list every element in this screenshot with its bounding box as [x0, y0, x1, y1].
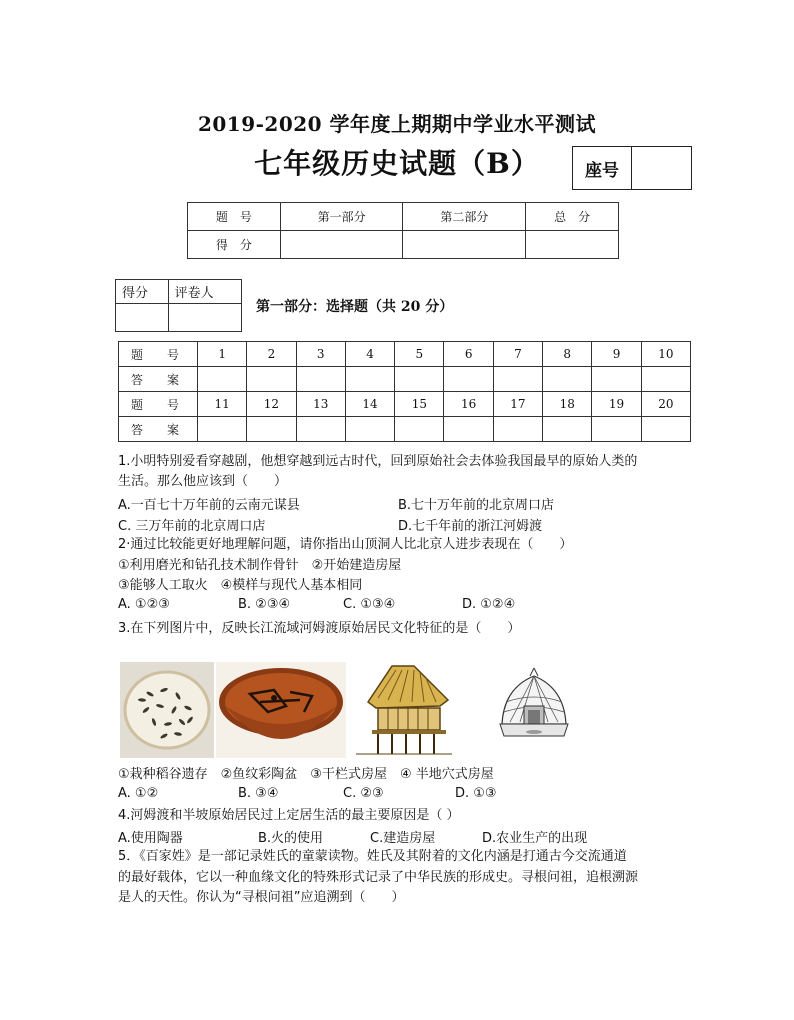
question-4-option-b: B.火的使用	[258, 831, 324, 846]
question-3-image-captions: ①栽种稻谷遗存 ②鱼纹彩陶盆 ③干栏式房屋 ④ 半地穴式房屋	[118, 767, 494, 782]
question-number: 9	[592, 342, 641, 367]
answer-cell[interactable]	[198, 417, 247, 442]
answer-cell[interactable]	[247, 417, 296, 442]
question-number: 20	[641, 392, 690, 417]
answer-cell[interactable]	[641, 367, 690, 392]
question-4-option-c: C.建造房屋	[370, 831, 436, 846]
question-2-option-b: B. ②③④	[238, 597, 291, 612]
score-row-label: 得 分	[188, 231, 281, 259]
answer-grid-answer-label: 答 案	[119, 417, 198, 442]
seat-number-field[interactable]	[632, 147, 691, 189]
question-number: 2	[247, 342, 296, 367]
score-table	[187, 202, 619, 259]
seat-label: 座号	[573, 147, 632, 189]
answer-cell[interactable]	[641, 417, 690, 442]
answer-cell[interactable]	[296, 367, 345, 392]
grader-box	[115, 279, 242, 332]
answer-cell[interactable]	[592, 367, 641, 392]
grader-name-label: 评卷人	[168, 280, 241, 304]
question-number: 11	[198, 392, 247, 417]
question-5-line-3: 是人的天性。你认为“寻根问祖”应追溯到（ ）	[118, 890, 405, 905]
question-number: 18	[543, 392, 592, 417]
question-1-option-c: C. 三万年前的北京周口店	[118, 519, 266, 534]
question-number: 14	[345, 392, 394, 417]
question-number: 17	[493, 392, 542, 417]
question-1-line-1: 1.小明特别爱看穿越剧，他想穿越到远古时代，回到原始社会去体验我国最早的原始人类的	[118, 454, 638, 469]
score-header-total: 总 分	[526, 203, 619, 231]
score-cell-total[interactable]	[526, 231, 619, 259]
rice-remains-image	[120, 662, 214, 758]
question-1-line-2: 生活。那么他应该到（ ）	[118, 474, 288, 489]
answer-cell[interactable]	[543, 367, 592, 392]
question-2-option-c: C. ①③④	[343, 597, 396, 612]
answer-cell[interactable]	[345, 367, 394, 392]
answer-cell[interactable]	[493, 417, 542, 442]
question-number: 12	[247, 392, 296, 417]
question-1-option-a: A.一百七十万年前的云南元谋县	[118, 498, 300, 513]
question-3-option-b: B. ③④	[238, 786, 279, 801]
answer-grid-number-label: 题 号	[119, 392, 198, 417]
answer-cell[interactable]	[247, 367, 296, 392]
fish-pattern-pottery-basin-image	[216, 662, 346, 758]
answer-cell[interactable]	[493, 367, 542, 392]
exam-subtitle: 七年级历史试题（B）	[254, 147, 540, 180]
answer-cell[interactable]	[444, 367, 493, 392]
question-3-option-d: D. ①③	[455, 786, 497, 801]
question-number: 4	[345, 342, 394, 367]
question-number: 1	[198, 342, 247, 367]
question-4-option-a: A.使用陶器	[118, 831, 183, 846]
question-number: 5	[395, 342, 444, 367]
question-number: 8	[543, 342, 592, 367]
grader-score-label: 得分	[116, 280, 169, 304]
question-3-line-1: 3.在下列图片中，反映长江流域河姆渡原始居民文化特征的是（ ）	[118, 621, 521, 636]
question-1-option-d: D.七千年前的浙江河姆渡	[398, 519, 543, 534]
grader-score-field[interactable]	[116, 304, 169, 332]
question-number: 6	[444, 342, 493, 367]
answer-cell[interactable]	[592, 417, 641, 442]
question-1-option-b: B.七十万年前的北京周口店	[398, 498, 555, 513]
question-2-line-3: ③能够人工取火 ④模样与现代人基本相同	[118, 578, 363, 593]
score-header-part2: 第二部分	[403, 203, 526, 231]
answer-grid-answer-label: 答 案	[119, 367, 198, 392]
score-cell-part2[interactable]	[403, 231, 526, 259]
answer-grid	[118, 341, 691, 442]
question-2-option-a: A. ①②③	[118, 597, 170, 612]
semi-subterranean-house-image	[494, 662, 574, 758]
question-number: 3	[296, 342, 345, 367]
question-2-option-d: D. ①②④	[462, 597, 516, 612]
seat-number-box	[572, 146, 692, 190]
question-number: 10	[641, 342, 690, 367]
answer-grid-number-label: 题 号	[119, 342, 198, 367]
answer-cell[interactable]	[198, 367, 247, 392]
question-3-option-a: A. ①②	[118, 786, 159, 801]
answer-cell[interactable]	[296, 417, 345, 442]
answer-cell[interactable]	[543, 417, 592, 442]
exam-title: 2019-2020 学年度上期期中学业水平测试	[197, 112, 597, 136]
question-number: 7	[493, 342, 542, 367]
question-2-line-2: ①利用磨光和钻孔技术制作骨针 ②开始建造房屋	[118, 558, 402, 573]
grader-name-field[interactable]	[168, 304, 241, 332]
question-3-option-c: C. ②③	[343, 786, 384, 801]
question-5-line-2: 的最好载体，它以一种血缘文化的特殊形式记录了中华民族的形成史。寻根问祖，追根溯源	[118, 870, 639, 885]
question-2-line-1: 2·通过比较能更好地理解问题，请你指出山顶洞人比北京人进步表现在（ ）	[118, 537, 573, 552]
question-5-line-1: 5．《百家姓》是一部记录姓氏的童蒙读物。姓氏及其附着的文化内涵是打通古今交流通道	[118, 849, 627, 864]
score-cell-part1[interactable]	[280, 231, 403, 259]
question-4-option-d: D.农业生产的出现	[482, 831, 588, 846]
score-header-part1: 第一部分	[280, 203, 403, 231]
stilt-house-image	[348, 662, 460, 758]
answer-cell[interactable]	[395, 417, 444, 442]
answer-cell[interactable]	[444, 417, 493, 442]
score-header-number: 题 号	[188, 203, 281, 231]
question-number: 19	[592, 392, 641, 417]
answer-cell[interactable]	[395, 367, 444, 392]
question-number: 15	[395, 392, 444, 417]
question-number: 13	[296, 392, 345, 417]
answer-cell[interactable]	[345, 417, 394, 442]
part1-title: 第一部分：选择题（共 20 分）	[256, 299, 454, 315]
question-number: 16	[444, 392, 493, 417]
question-4-line-1: 4.河姆渡和半坡原始居民过上定居生活的最主要原因是（ ）	[118, 808, 460, 823]
